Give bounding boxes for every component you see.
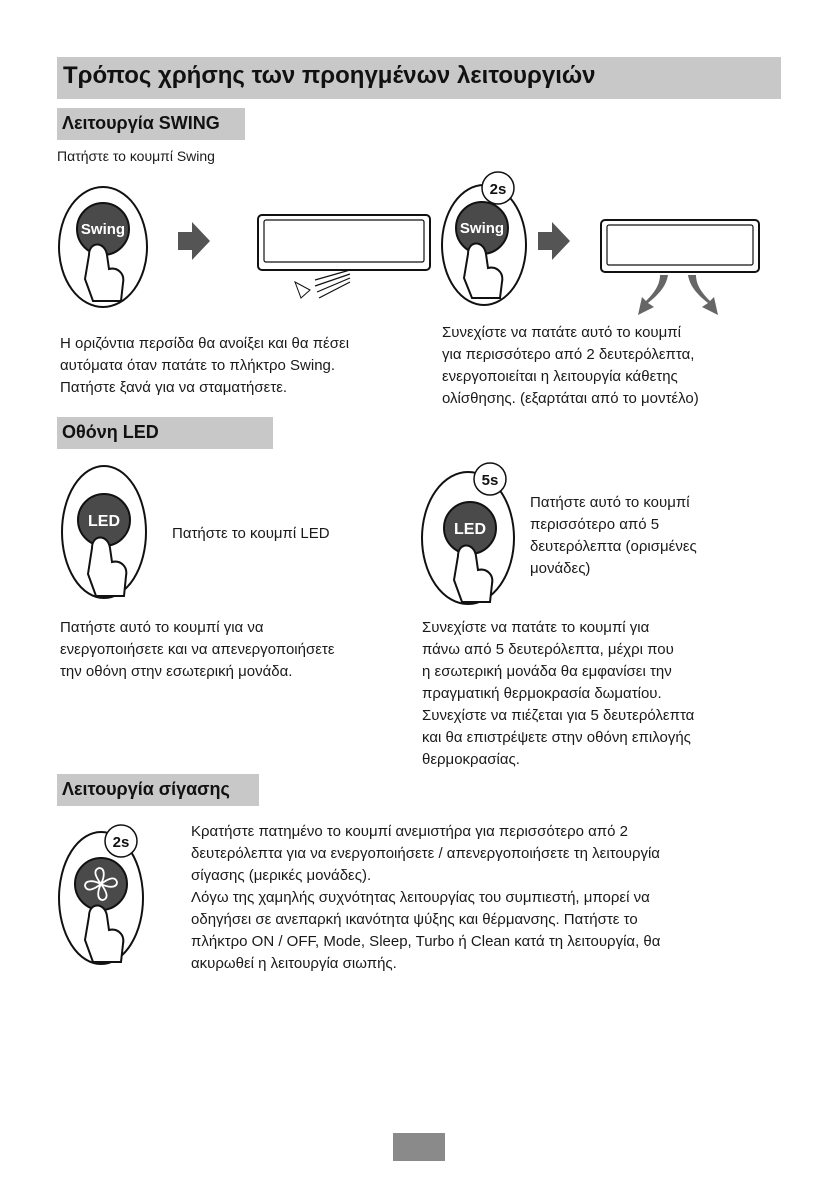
- led-heading: Οθόνη LED: [62, 422, 159, 442]
- timer-label: 2s: [112, 834, 130, 851]
- swing-heading: Λειτουργία SWING: [62, 113, 220, 133]
- swing-button-label: Swing: [459, 220, 505, 237]
- airflow-right-icon: [688, 275, 718, 315]
- silence-heading: Λειτουργία σίγασης: [62, 779, 230, 799]
- page-number-box: [393, 1133, 445, 1161]
- indoor-unit-vertical-illustration: [598, 215, 763, 320]
- timer-label: 2s: [489, 181, 507, 198]
- page-title-bar: [57, 57, 781, 99]
- arrow-right-icon: [538, 222, 570, 260]
- swing-instruction: Πατήστε το κουμπί Swing: [57, 148, 215, 164]
- led-button-label: LED: [88, 513, 120, 530]
- swing-section-header: [57, 108, 245, 140]
- swing-right-description: Συνεχίστε να πατάτε αυτό το κουμπί για περισσότερο από 2 δευτερόλεπτα, ενεργοποιείται η λειτουργία κάθετης ολίσθησης. (εξαρτάται από το μοντέλο): [442, 324, 699, 407]
- led-button-label: LED: [454, 521, 486, 538]
- silence-section-header: [57, 774, 259, 806]
- silence-description: Κρατήστε πατημένο το κουμπί ανεμιστήρα για περισσότερο από 2 δευτερόλεπτα για να ενεργοποιήσετε / απενεργοποιήσετε τη λειτουργία σίγασης (μερικές μονάδες). Λόγω της χαμηλής συχνότητας λειτουργίας του συμπιεστή, μπορεί να οδηγήσει σε ανεπαρκή ικανότητα ψύξης και θέρμανσης. Πατήστε το πλήκτρο ON / OFF, Mode, Sleep, Turbo ή Clean κατά τη λειτουργία, θα ακυρωθεί η λειτουργία σιωπής.: [191, 823, 661, 972]
- led-right-description: Συνεχίστε να πατάτε το κουμπί για πάνω από 5 δευτερόλεπτα, μέχρι που η εσωτερική μονάδα θα εμφανίσει την πραγματική θερμοκρασία δωματίου. Συνεχίστε να πιέζεται για 5 δευτερόλεπτα και θα επιστρέψετε στην οθόνη επιλογής θερμοκρασίας.: [422, 619, 695, 768]
- louver-horizontal-icon: [315, 270, 350, 298]
- timer-label: 5s: [481, 472, 499, 489]
- fan-button-illustration: [55, 820, 155, 970]
- page-title: Τρόπος χρήσης των προηγμένων λειτουργιών: [63, 62, 596, 89]
- airflow-left-icon: [638, 275, 668, 315]
- indoor-unit-horizontal-illustration: [255, 210, 435, 305]
- swing-hold-button-illustration: [438, 170, 548, 310]
- swing-button-label: Swing: [80, 221, 126, 238]
- led-hold-button-illustration: [418, 460, 528, 610]
- arrow-right-icon: [178, 222, 210, 260]
- led-section-header: [57, 417, 273, 449]
- swing-button-illustration: [55, 183, 155, 313]
- swing-left-description: Η οριζόντια περσίδα θα ανοίξει και θα πέσει αυτόματα όταν πατάτε το πλήκτρο Swing. Πατήστε ξανά για να σταματήσετε.: [60, 335, 350, 396]
- led-left-description: Πατήστε αυτό το κουμπί για να ενεργοποιήσετε και να απενεργοποιήσετε την οθόνη στην εσωτερική μονάδα.: [60, 619, 335, 680]
- led-button-illustration: [58, 462, 158, 607]
- led-press-text: Πατήστε το κουμπί LED: [172, 525, 330, 542]
- led-hold-text: Πατήστε αυτό το κουμπί περισσότερο από 5 δευτερόλεπτα (ορισμένες μονάδες): [530, 494, 697, 577]
